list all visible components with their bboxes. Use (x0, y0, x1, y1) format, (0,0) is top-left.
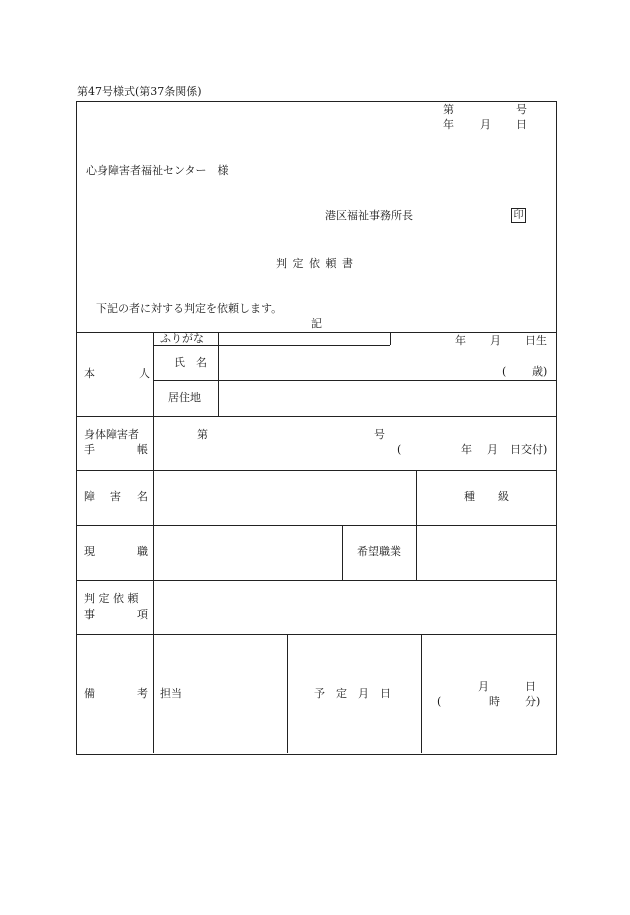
schedule-hour-label: 時 (489, 695, 500, 708)
row-divider-person (76, 416, 556, 417)
occupation-label-b: 職 (137, 545, 148, 558)
person-label-hon: 本 (84, 367, 95, 380)
handbook-label-chou: 帳 (137, 443, 148, 456)
birth-year-label: 年 (455, 334, 466, 347)
sender: 港区福祉事務所長 (325, 209, 413, 222)
occupation-label-a: 現 (84, 545, 95, 558)
date-day-label: 日 (516, 118, 527, 131)
handbook-number-prefix: 第 (197, 428, 208, 441)
furigana-end-divider (390, 332, 391, 345)
person-sublabel-divider (218, 332, 219, 416)
handbook-month-label: 月 (487, 443, 498, 456)
desired-occupation-label: 希望職業 (357, 545, 401, 558)
handbook-paren-open: ( (397, 443, 402, 456)
staff-divider (287, 634, 288, 753)
doc-number-suffix: 号 (516, 103, 527, 116)
handbook-number-suffix: 号 (374, 428, 385, 441)
row-divider-request (76, 634, 556, 635)
date-year-label: 年 (443, 118, 454, 131)
birth-day-label: 日生 (525, 334, 547, 347)
birth-month-label: 月 (490, 334, 501, 347)
disability-label-c: 名 (137, 490, 148, 503)
seal-mark: 印 (511, 208, 526, 223)
furigana-label: ふりがな (160, 332, 204, 345)
furigana-underline (153, 345, 390, 346)
row-divider-handbook (76, 470, 556, 471)
handbook-label-te: 手 (84, 443, 95, 456)
request-items-label-line1: 判 定 依 頼 (84, 592, 139, 605)
desired-job-left-divider (342, 525, 343, 580)
remarks-label-b: 考 (137, 687, 148, 700)
date-month-label: 月 (480, 118, 491, 131)
schedule-paren-open: ( (437, 695, 442, 708)
disability-label-b: 害 (110, 490, 121, 503)
handbook-issued-label: 日交付) (510, 443, 548, 456)
row-divider-disability (76, 525, 556, 526)
ki-label: 記 (311, 317, 322, 330)
doc-number-prefix: 第 (443, 103, 454, 116)
schedule-minute-label: 分) (525, 695, 541, 708)
document-title: 判 定 依 頼 書 (276, 257, 354, 270)
request-items-label-kou: 項 (137, 608, 148, 621)
label-column-divider (153, 332, 154, 753)
handbook-label-line1: 身体障害者 (84, 428, 139, 441)
request-statement: 下記の者に対する判定を依頼します。 (96, 302, 283, 315)
request-items-label-ji: 事 (84, 608, 95, 621)
disability-label-a: 障 (84, 490, 95, 503)
grade-label-level: 級 (498, 490, 509, 503)
name-divider (153, 380, 556, 381)
schedule-month-label: 月 (478, 680, 489, 693)
name-label: 氏 名 (174, 356, 207, 369)
address-label: 居住地 (168, 391, 201, 404)
schedule-day-label: 日 (525, 680, 536, 693)
staff-label: 担当 (160, 687, 182, 700)
person-label-nin: 人 (139, 367, 150, 380)
grade-label-type: 種 (464, 490, 475, 503)
desired-job-right-divider (416, 525, 417, 580)
form-frame (76, 101, 557, 755)
addressee: 心身障害者福祉センター 様 (86, 164, 229, 177)
handbook-year-label: 年 (461, 443, 472, 456)
remarks-label-a: 備 (84, 687, 95, 700)
header-divider (76, 332, 556, 333)
form-number: 第47号様式(第37条関係) (77, 85, 202, 98)
schedule-label: 予 定 月 日 (314, 687, 391, 700)
grade-divider (416, 470, 417, 525)
age-label: 歳) (532, 365, 548, 378)
row-divider-occupation (76, 580, 556, 581)
schedule-divider (421, 634, 422, 753)
age-open-paren: ( (502, 365, 507, 378)
